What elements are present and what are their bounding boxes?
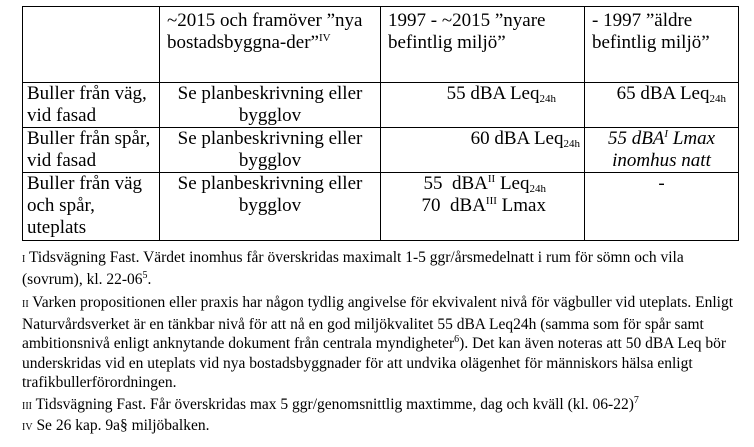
header-footnote-marker: IV: [318, 32, 331, 44]
value-text: Lmax: [496, 195, 546, 216]
footnote-1: [22, 248, 738, 289]
reference-number: 5: [142, 269, 148, 281]
header-new-buildings-text: ~2015 och framöver ”nya bostadsbyggna-der”: [167, 10, 363, 53]
row-label: Buller från väg och spår, uteplats: [23, 173, 160, 241]
value-text: Lmax: [668, 128, 716, 149]
new-buildings-value: Se planbeskrivning eller bygglov: [160, 173, 381, 241]
new-buildings-value: Se planbeskrivning eller bygglov: [160, 83, 381, 128]
value-text: 65 dBA Leq: [616, 83, 710, 104]
row-label: Buller från spår, vid fasad: [23, 128, 160, 173]
footnote-3: [22, 395, 738, 417]
older-environment-value: [585, 128, 739, 173]
value-text: Leq: [495, 173, 530, 194]
footnote-marker: I: [22, 254, 26, 265]
footnote-text: Tidsvägning Fast. Värdet inomhus får överskridas maximalt 1-5 ggr/årsmedelnatt i rum för sömn och vila (sovrum), kl. 22-06: [22, 249, 684, 288]
value-subscript: 24h: [709, 93, 726, 105]
table-header-row: [23, 7, 739, 83]
header-empty-cell: [23, 7, 160, 83]
footnote-text: .: [147, 270, 152, 288]
footnote-2: [22, 293, 738, 393]
table-row: [23, 173, 739, 241]
older-environment-value: -: [585, 173, 739, 241]
value-text: 55 dBA: [423, 173, 488, 194]
value-subscript: 24h: [563, 138, 580, 150]
value-text: inomhus natt: [612, 150, 711, 171]
table-row: [23, 128, 739, 173]
value-text: 55 dBA Leq: [446, 83, 540, 104]
header-newer-environment: 1997 - ~2015 ”nyare befintlig miljö”: [381, 7, 585, 83]
header-older-environment: - 1997 ”äldre befintlig miljö”: [585, 7, 739, 83]
noise-limits-table: [22, 6, 739, 241]
value-text: 55 dBA: [607, 128, 665, 149]
older-environment-value: [585, 83, 739, 128]
footnotes: [22, 248, 738, 438]
newer-environment-value: [381, 128, 585, 173]
footnote-marker: IV: [22, 422, 33, 433]
reference-number: 7: [633, 394, 639, 406]
table-row: [23, 83, 739, 128]
reference-number: 6: [454, 334, 460, 345]
footnote-marker: II: [22, 299, 29, 310]
footnote-marker: III: [485, 195, 497, 207]
footnote-marker: II: [487, 173, 496, 185]
value-subscript: 24h: [529, 183, 546, 195]
footnote-text: Tidsvägning Fast. Får överskridas max 5 ggr/genomsnittlig maxtimme, dag och kväll (kl. 06-22): [32, 395, 634, 413]
footnote-marker: I: [664, 128, 669, 140]
footnote-marker: III: [22, 400, 32, 412]
header-new-buildings: [160, 7, 381, 83]
footnote-text: Se 26 kap. 9a§ miljöbalken.: [32, 417, 210, 434]
newer-environment-value: [381, 173, 585, 241]
value-text: 60 dBA Leq: [470, 128, 564, 149]
value-text: 70 dBA: [421, 195, 486, 216]
footnote-4: [22, 416, 738, 438]
value-subscript: 24h: [539, 93, 556, 105]
newer-environment-value: [381, 83, 585, 128]
new-buildings-value: Se planbeskrivning eller bygglov: [160, 128, 381, 173]
footnote-text: Varken propositionen eller praxis har någon tydlig angivelse för ekvivalent nivå för vägbuller vid uteplats. Enligt Naturvårdsverket är en tänkbar nivå för att nå en god miljökvalitet 55 dBA Leq24h (samma som för spår samt ambitionsnivå enligt anknytande dokument från centrala myndigheter: [22, 294, 734, 352]
footnote-text: ). Det kan även noteras att 50 dBA Leq bör underskridas vid en uteplats vid nya bostadsbyggnader för att undvika olägenhet för människors hälsa enligt trafikbullerförordningen.: [22, 335, 727, 391]
row-label: Buller från väg, vid fasad: [23, 83, 160, 128]
